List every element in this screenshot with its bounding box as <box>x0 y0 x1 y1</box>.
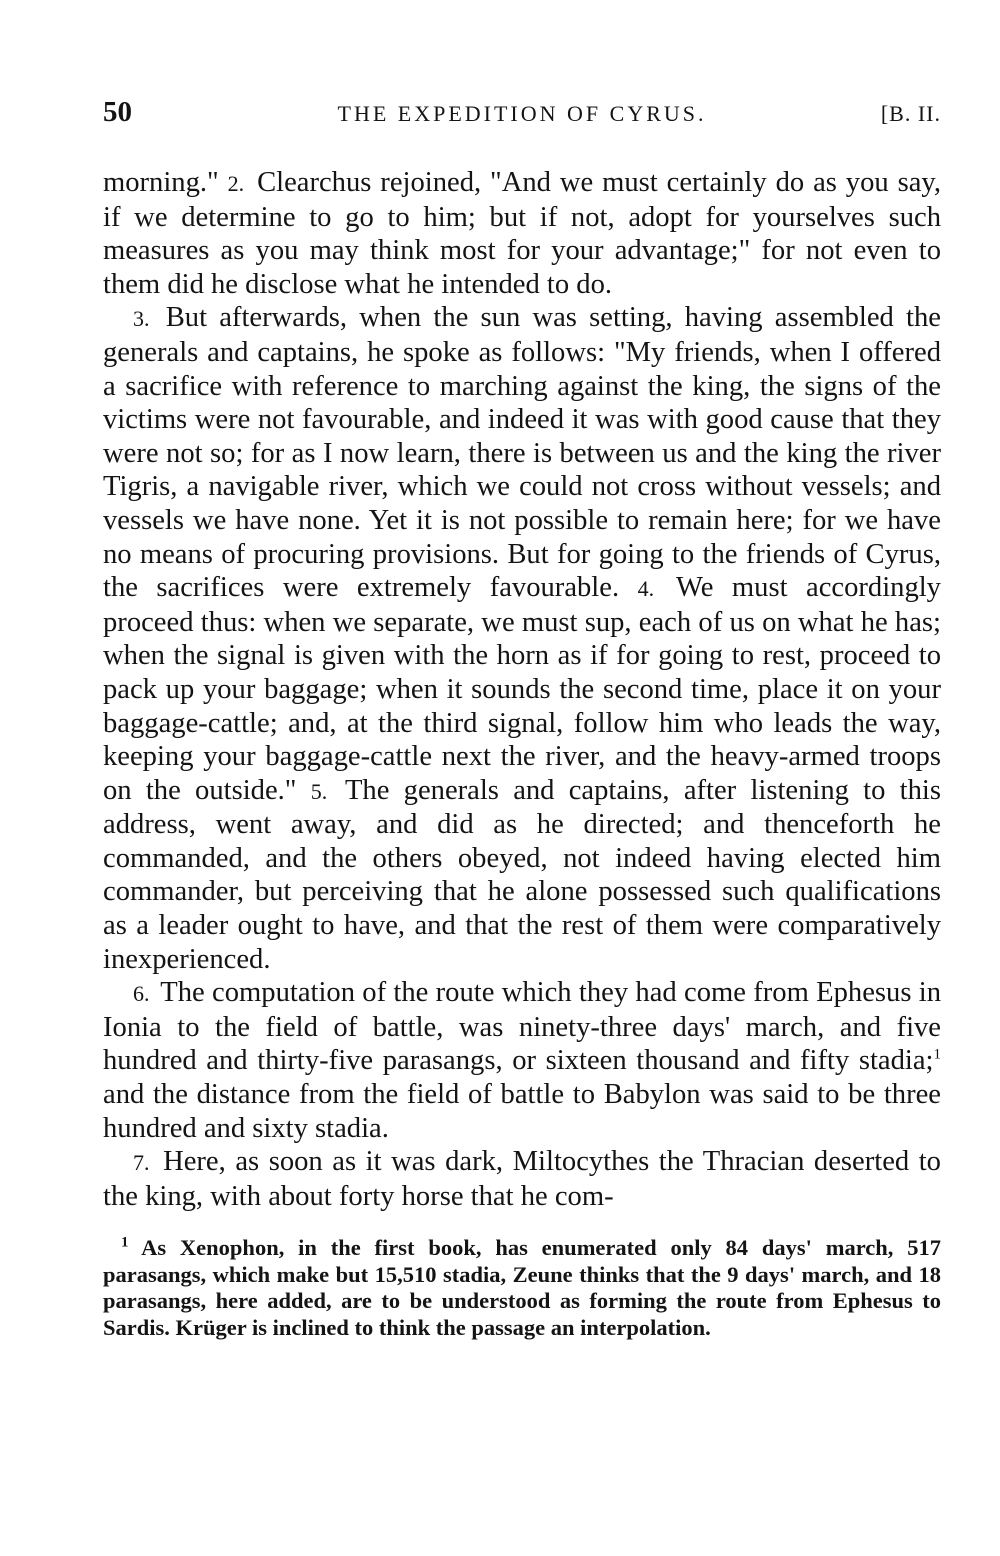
paragraph-text: Here, as soon as it was dark, Miltocythes the Thracian deserted to the king, with about forty horse that he com- <box>103 1146 941 1212</box>
book-reference: [B. II. <box>880 101 941 126</box>
paragraph <box>103 301 941 976</box>
section-number: 3. <box>133 306 150 332</box>
section-number: 4. <box>637 576 655 602</box>
paragraph-text: Clearchus rejoined, "And we must certainly do as you say, if we determine to go to him; but if not, adopt for yourselves such measures as you may think most for your advantage;" for not even to them did he disclose what he intended to do. <box>103 167 942 300</box>
body-text <box>103 166 941 1213</box>
footnote-text: As Xenophon, in the first book, has enumerated only 84 days' march, 517 parasangs, which make but 15,510 stadia, Zeune thinks that the 9 days' march, and 18 parasangs, here added, are to be understood as forming the route from Ephesus to Sardis. Krüger is inclined to think the passage an interpolation. <box>103 1235 941 1340</box>
footnote-marker: 1 <box>121 1234 129 1251</box>
section-number: 2. <box>227 171 245 196</box>
section-number: 7. <box>133 1150 150 1176</box>
running-head <box>103 96 941 136</box>
paragraph-text: The generals and captains, after listening to this address, went away, and did as he directed; and thenceforth he commanded, and the others obeyed, not indeed having elected him commander, but perceiving that he alone possessed such qualifications as a leader ought to have, and that the rest of them were comparatively inexperienced. <box>103 774 941 975</box>
paragraph <box>103 1145 941 1213</box>
paragraph <box>103 166 941 301</box>
section-number: 6. <box>133 981 150 1007</box>
footnote <box>103 1235 941 1341</box>
book-page <box>103 96 941 1341</box>
paragraph-text: We must accordingly proceed thus: when we separate, we must sup, each of us on what he has; when the signal is given with the horn as if for going to rest, proceed to pack up your baggage; when it sounds the second time, place it on your baggage-cattle; and, at the third signal, follow him who leads the way, keeping your baggage-cattle next the river, and the heavy-armed troops on the outside." <box>103 572 941 806</box>
paragraph-text: But afterwards, when the sun was setting, having assembled the generals and captains, he spoke as follows: "My friends, when I offered a sacrifice with reference to marching against the king, the signs of the victims were not favourable, and indeed it was with good cause that they were not so; for as I now learn, there is between us and the king the river Tigris, a navigable river, which we could not cross without vessels; and vessels we have none. Yet it is not possible to remain here; for we have no means of procuring provisions. But for going to the friends of Cyrus, the sacrifices were extremely favourable. <box>103 302 941 604</box>
paragraph-text: and the distance from the field of battle to Babylon was said to be three hundred and sixty stadia. <box>103 1079 941 1144</box>
footnote-reference[interactable]: 1 <box>933 1046 941 1063</box>
page-number: 50 <box>103 96 132 128</box>
paragraph-lead: morning." <box>103 167 219 198</box>
running-title: THE EXPEDITION OF CYRUS. <box>337 101 707 126</box>
paragraph <box>103 976 941 1145</box>
paragraph-text: The computation of the route which they had come from Ephesus in Ionia to the field of battle, was ninety-three days' march, and five hundred and thirty-five parasangs, or sixteen thousand and fifty stadia; <box>103 977 941 1077</box>
section-number: 5. <box>310 778 328 804</box>
